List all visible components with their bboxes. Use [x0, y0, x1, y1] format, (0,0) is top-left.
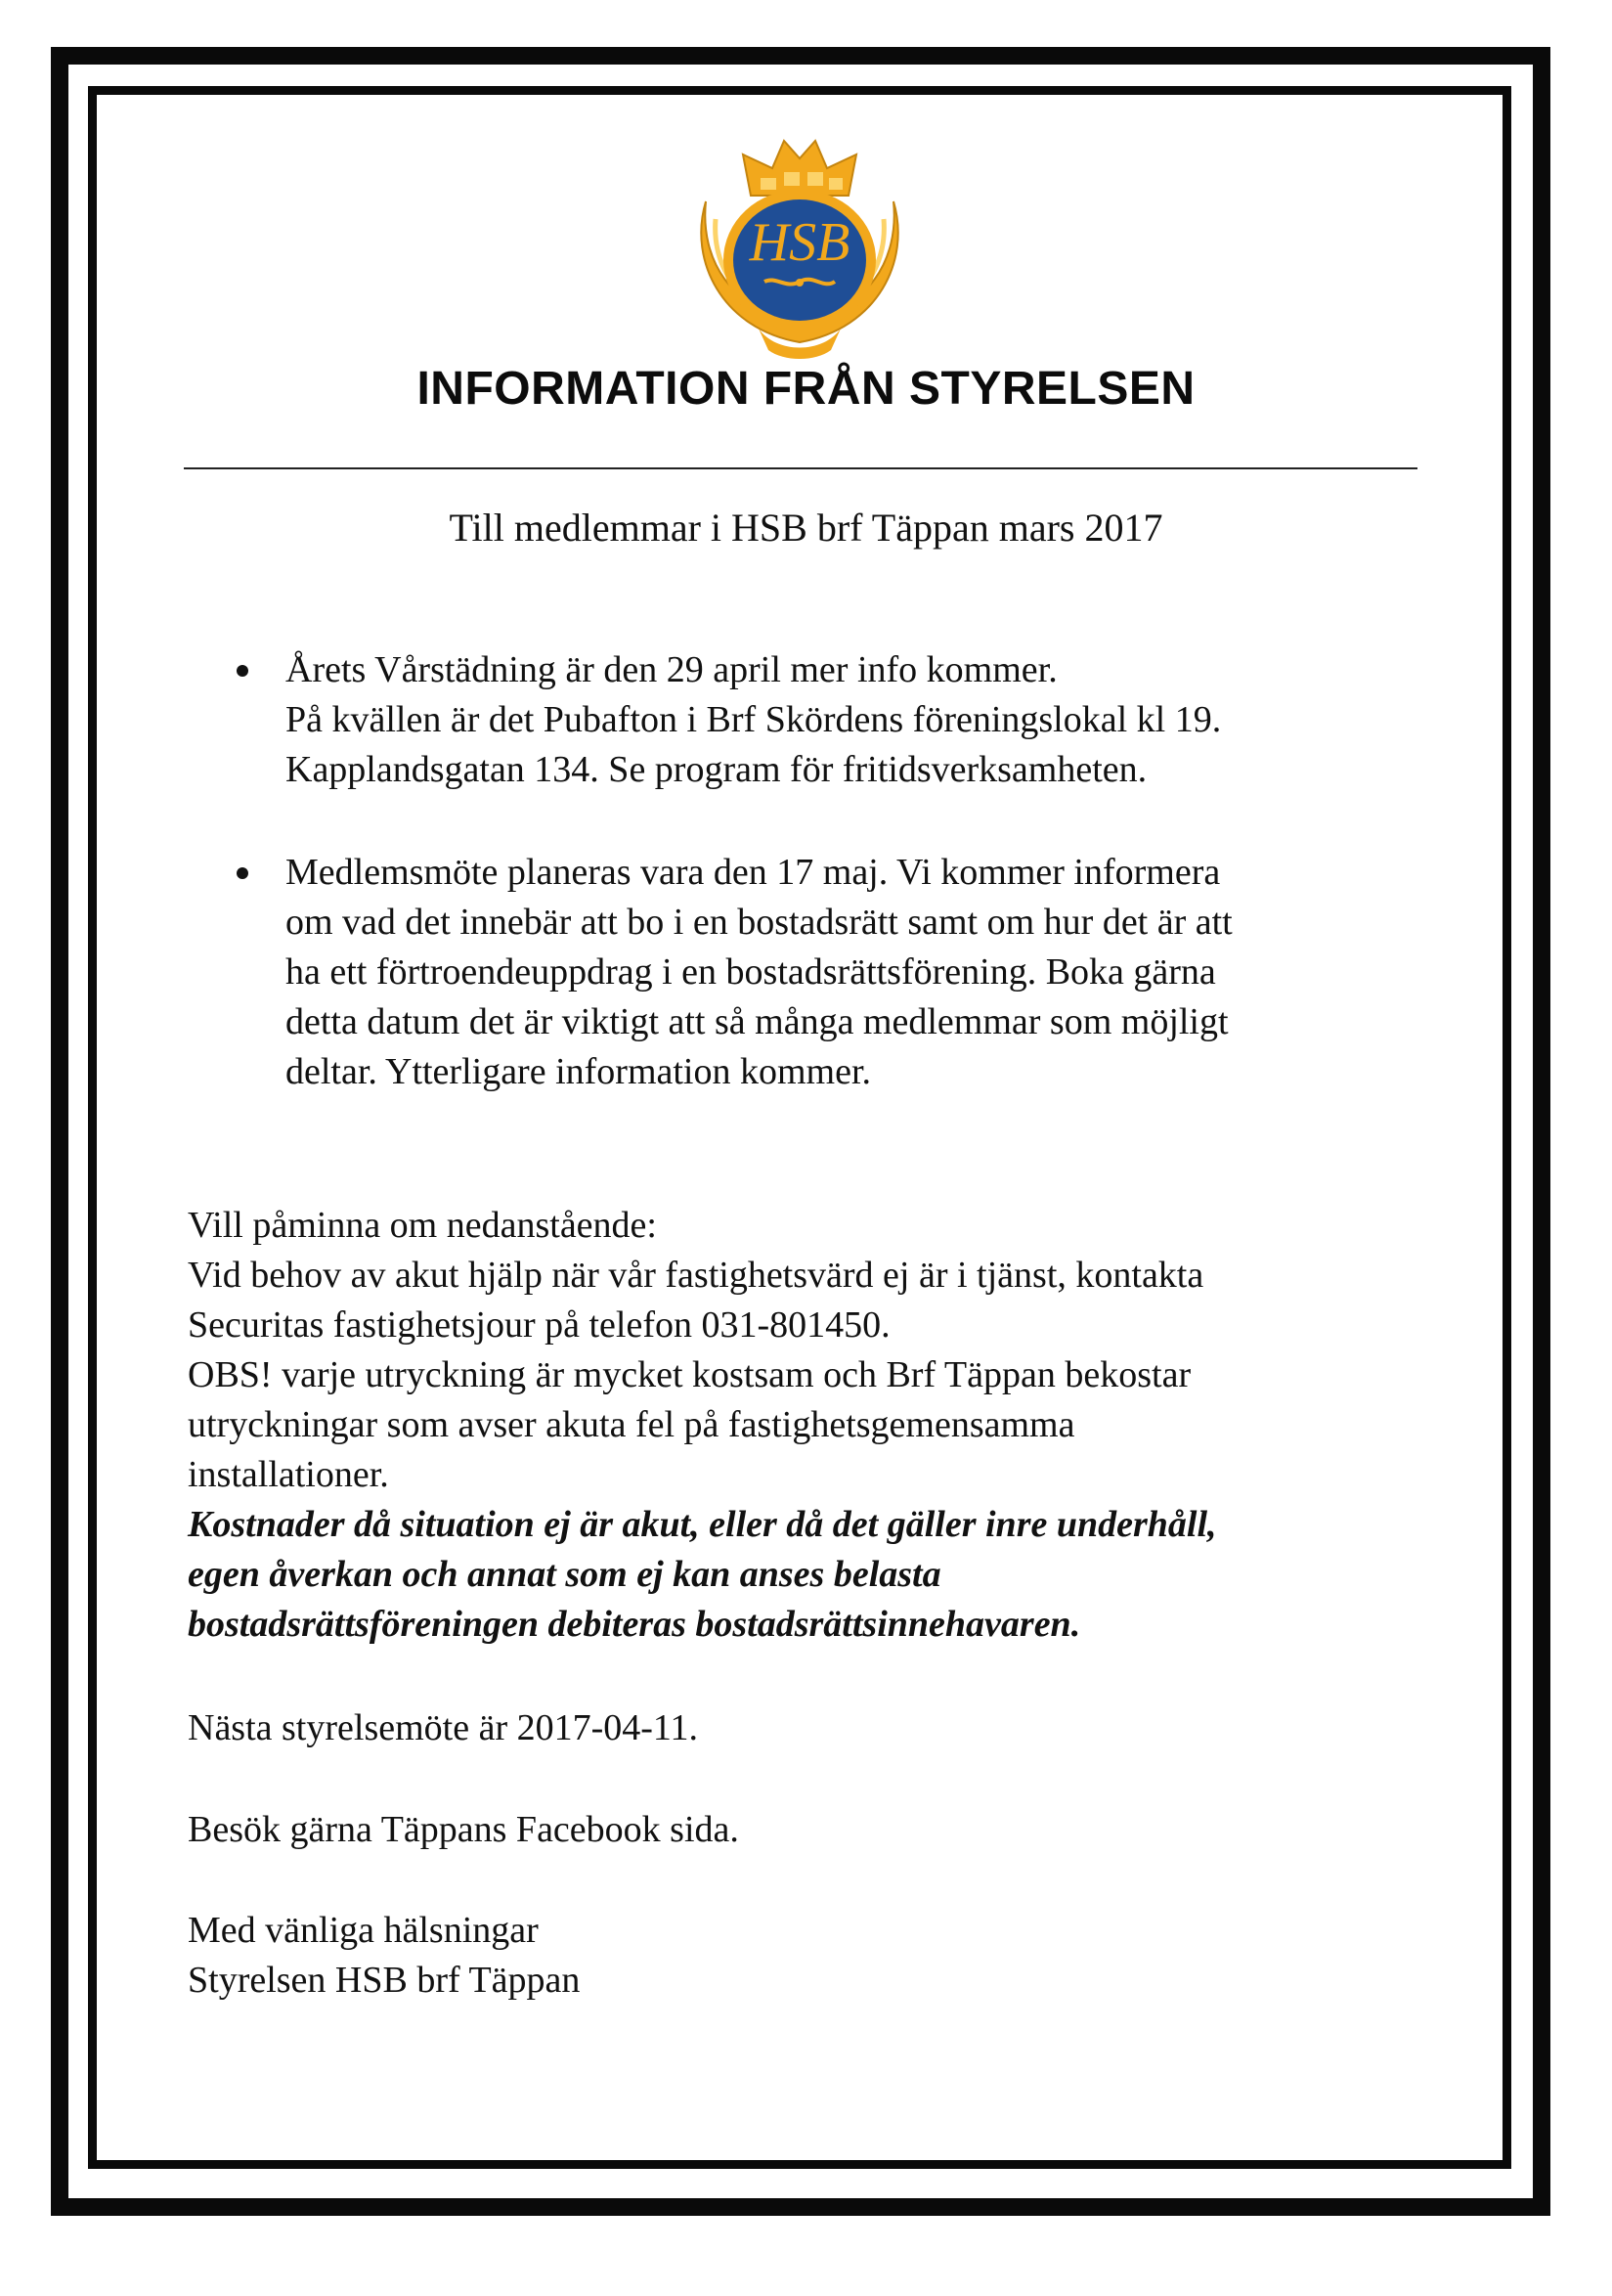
emphasis-line: bostadsrättsföreningen debiteras bostadsrättsinnehavaren.	[188, 1604, 1081, 1645]
bullet-line: Kapplandsgatan 134. Se program för fritidsverksamheten.	[285, 749, 1148, 790]
signature: Styrelsen HSB brf Täppan	[188, 1960, 581, 2001]
bullet-line: Medlemsmöte planeras vara den 17 maj. Vi kommer informera	[285, 852, 1221, 893]
next-meeting: Nästa styrelsemöte är 2017-04-11.	[188, 1707, 698, 1748]
facebook-note: Besök gärna Täppans Facebook sida.	[188, 1809, 739, 1850]
page-title: INFORMATION FRÅN STYRELSEN	[416, 363, 1196, 415]
bullet-line: detta datum det är viktigt att så många medlemmar som möjligt	[285, 1001, 1229, 1042]
emphasis-line: Kostnader då situation ej är akut, eller då det gäller inre underhåll,	[188, 1504, 1217, 1545]
bullet-line: Årets Vårstädning är den 29 april mer info kommer.	[285, 649, 1058, 690]
bullet-item	[237, 848, 1410, 1097]
reminder-line: Vill påminna om nedanstående:	[188, 1205, 657, 1246]
hsb-logo-icon	[682, 133, 917, 364]
bullet-line: På kvällen är det Pubafton i Brf Skördens föreningslokal kl 19.	[285, 699, 1222, 740]
bullet-line: deltar. Ytterligare information kommer.	[285, 1051, 872, 1092]
reminder-line: Securitas fastighetsjour på telefon 031-801450.	[188, 1304, 891, 1346]
bullet-dot-icon	[237, 665, 248, 677]
reminder-line: Vid behov av akut hjälp när vår fastighetsvärd ej är i tjänst, kontakta	[188, 1255, 1204, 1296]
reminder-section	[188, 1201, 1429, 1650]
bullet-line: ha ett förtroendeuppdrag i en bostadsrättsförening. Boka gärna	[285, 951, 1216, 993]
subtitle: Till medlemmar i HSB brf Täppan mars 2017	[449, 506, 1163, 550]
bullet-line: om vad det innebär att bo i en bostadsrätt samt om hur det är att	[285, 902, 1233, 943]
greeting: Med vänliga hälsningar	[188, 1910, 539, 1951]
bullet-item	[237, 645, 1410, 795]
reminder-line: OBS! varje utryckning är mycket kostsam och Brf Täppan bekostar	[188, 1354, 1192, 1395]
reminder-line: installationer.	[188, 1454, 389, 1495]
reminder-line: utryckningar som avser akuta fel på fastighetsgemensamma	[188, 1404, 1075, 1445]
bullet-list	[237, 645, 1410, 1097]
title-divider	[184, 467, 1417, 469]
emphasis-line: egen åverkan och annat som ej kan anses belasta	[188, 1554, 941, 1595]
bullet-dot-icon	[237, 867, 248, 879]
svg-text:HSB: HSB	[749, 212, 850, 273]
closing	[188, 1906, 1429, 2006]
